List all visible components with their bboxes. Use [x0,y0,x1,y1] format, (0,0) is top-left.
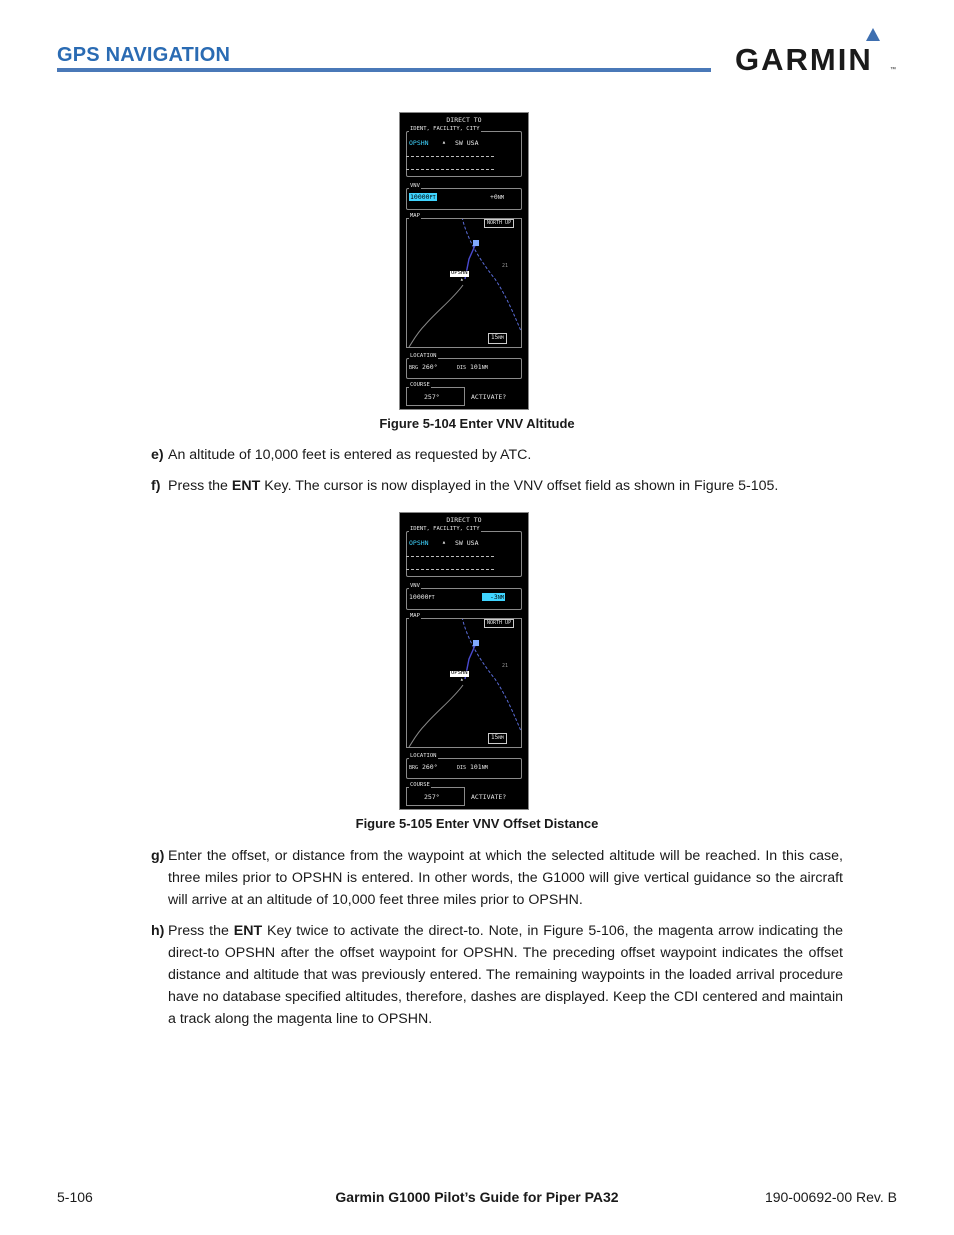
step-f-letter: f) [151,478,161,494]
section-title: GPS NAVIGATION [57,44,231,66]
window-title: DIRECT TO [446,116,482,124]
city-dashes [406,569,494,570]
window-title: DIRECT TO [446,516,482,524]
map-view [406,218,522,348]
dis-value: 101 [469,363,482,371]
course-value[interactable]: 257° [424,793,440,801]
vnv-altitude: 10000 [409,593,429,601]
airport-icon [473,640,479,646]
vnv-offset-unit: NM [497,595,504,601]
vnv-offset-unit: NM [497,195,504,201]
dis-unit: NM [481,365,488,371]
step-h-letter: h) [151,923,165,939]
map-label: MAP [410,613,420,619]
course-value[interactable]: 257° [424,393,440,401]
direct-to-window-fig105 [399,512,529,810]
vnv-offset-field[interactable] [482,594,505,601]
step-g-text: Enter the offset, or distance from the waypoint at which the selected altitude will be reached. In this case, three miles prior to OPSHN is entered. In other words, the G1000 will give vertical guidance so the aircraft will arrive at an altitude of 10,000 feet three miles prior to OPSHN. [168,848,843,908]
aircraft-icon: ▴ [460,676,464,683]
brg-label: BRG [409,765,419,771]
up-arrow-icon: ▴ [442,538,446,546]
dis-label: DIS [457,365,467,371]
garmin-logo [734,26,898,76]
distance-row [457,364,488,371]
distance-row [457,764,488,771]
footer-doc-number: 190-00692-00 Rev. B [764,1189,897,1205]
ident-city: SW USA [455,139,479,147]
waypoint-label: OPSHN [451,270,468,276]
range-value: 15 [491,734,499,741]
brg-value: 260° [421,363,438,371]
step-f [151,475,843,497]
arrival-route-line [462,219,521,331]
activate-prompt[interactable]: ACTIVATE? [471,393,507,401]
garmin-logo-triangle [866,28,880,41]
footer-title: Garmin G1000 Pilot’s Guide for Piper PA32 [335,1189,619,1205]
ident-box [406,531,522,577]
ident-value[interactable]: OPSHN [409,139,429,147]
step-h-post: Key twice to activate the direct-to. Note, in Figure 5-106, the magenta arrow indicating the direct-to OPSHN after the offset waypoint for OPSHN. The preceding offset waypoint indicates the offset distance and altitude that was previously entered. The remaining waypoints in the loaded arrival procedure have no database specified altitudes, therefore, dashes are displayed. Keep the CDI centered and maintain a track along the magenta line to OPSHN. [168,923,844,1027]
header-rule [57,68,711,72]
dis-label: DIS [457,765,467,771]
step-e [151,444,843,466]
up-arrow-icon: ▴ [442,138,446,146]
vnv-alt-unit: FT [428,595,435,601]
step-f-text [168,475,843,497]
step-h-pre: Press the [168,923,234,939]
step-e-text: An altitude of 10,000 feet is entered as requested by ATC. [168,447,532,463]
orientation-badge: NORTH UP [484,219,514,228]
map-label-21: 21 [502,663,509,669]
footer-page-number: 5-106 [57,1189,93,1205]
course-label: COURSE [410,382,430,388]
garmin-logo-text: GARMIN [735,42,873,76]
dis-value: 101 [469,763,482,771]
range-badge [488,333,507,344]
map-label-21: 21 [502,263,509,269]
range-unit: NM [498,736,504,741]
map-view [406,618,522,748]
course-label: COURSE [410,782,430,788]
aircraft-icon: ▴ [460,276,464,283]
vnv-label: VNV [410,183,420,189]
vnv-offset-field[interactable] [490,194,504,201]
map-label: MAP [410,213,420,219]
brg-value: 260° [421,763,438,771]
step-g [151,845,843,911]
figure-caption-104: Figure 5-104 Enter VNV Altitude [379,416,575,431]
map-graphic [407,219,521,347]
step-h-key: ENT [233,923,263,939]
vnv-altitude-field[interactable] [409,594,435,601]
facility-dashes [406,156,494,157]
step-f-key: ENT [231,478,261,494]
arrival-route-line [462,619,521,731]
range-badge [488,733,507,744]
step-f-post: Key. The cursor is now displayed in the VNV offset field as shown in Figure 5-105. [260,478,779,494]
range-unit: NM [498,336,504,341]
vnv-alt-unit: FT [429,195,436,201]
location-label: LOCATION [410,353,437,359]
ident-label: IDENT, FACILITY, CITY [410,126,480,132]
bearing-row [409,764,438,771]
facility-dashes [406,556,494,557]
step-f-pre: Press the [168,478,232,494]
ident-city: SW USA [455,539,479,547]
bearing-row [409,364,438,371]
vnv-offset: +0 [490,193,498,201]
city-dashes [406,169,494,170]
garmin-logo-tm: ™ [890,67,896,73]
ident-label: IDENT, FACILITY, CITY [410,526,480,532]
range-value: 15 [491,334,499,341]
brg-label: BRG [409,365,419,371]
vnv-offset: -3 [490,593,498,601]
vnv-altitude-field[interactable] [409,194,437,201]
step-h-text [168,920,843,1030]
airport-icon [473,240,479,246]
orientation-badge: NORTH UP [484,619,514,628]
terrain-line [409,685,463,747]
direct-to-window-fig104 [399,112,529,410]
figure-caption-105: Figure 5-105 Enter VNV Offset Distance [355,816,599,831]
activate-prompt[interactable]: ACTIVATE? [471,793,507,801]
step-e-letter: e) [151,447,164,463]
terrain-line [409,285,463,347]
map-graphic [407,619,521,747]
vnv-altitude: 10000 [410,193,430,201]
dis-unit: NM [481,765,488,771]
ident-value[interactable]: OPSHN [409,539,429,547]
step-h [151,920,843,1030]
vnv-label: VNV [410,583,420,589]
waypoint-label: OPSHN [451,670,468,676]
ident-box [406,131,522,177]
location-label: LOCATION [410,753,437,759]
step-g-letter: g) [151,848,165,864]
